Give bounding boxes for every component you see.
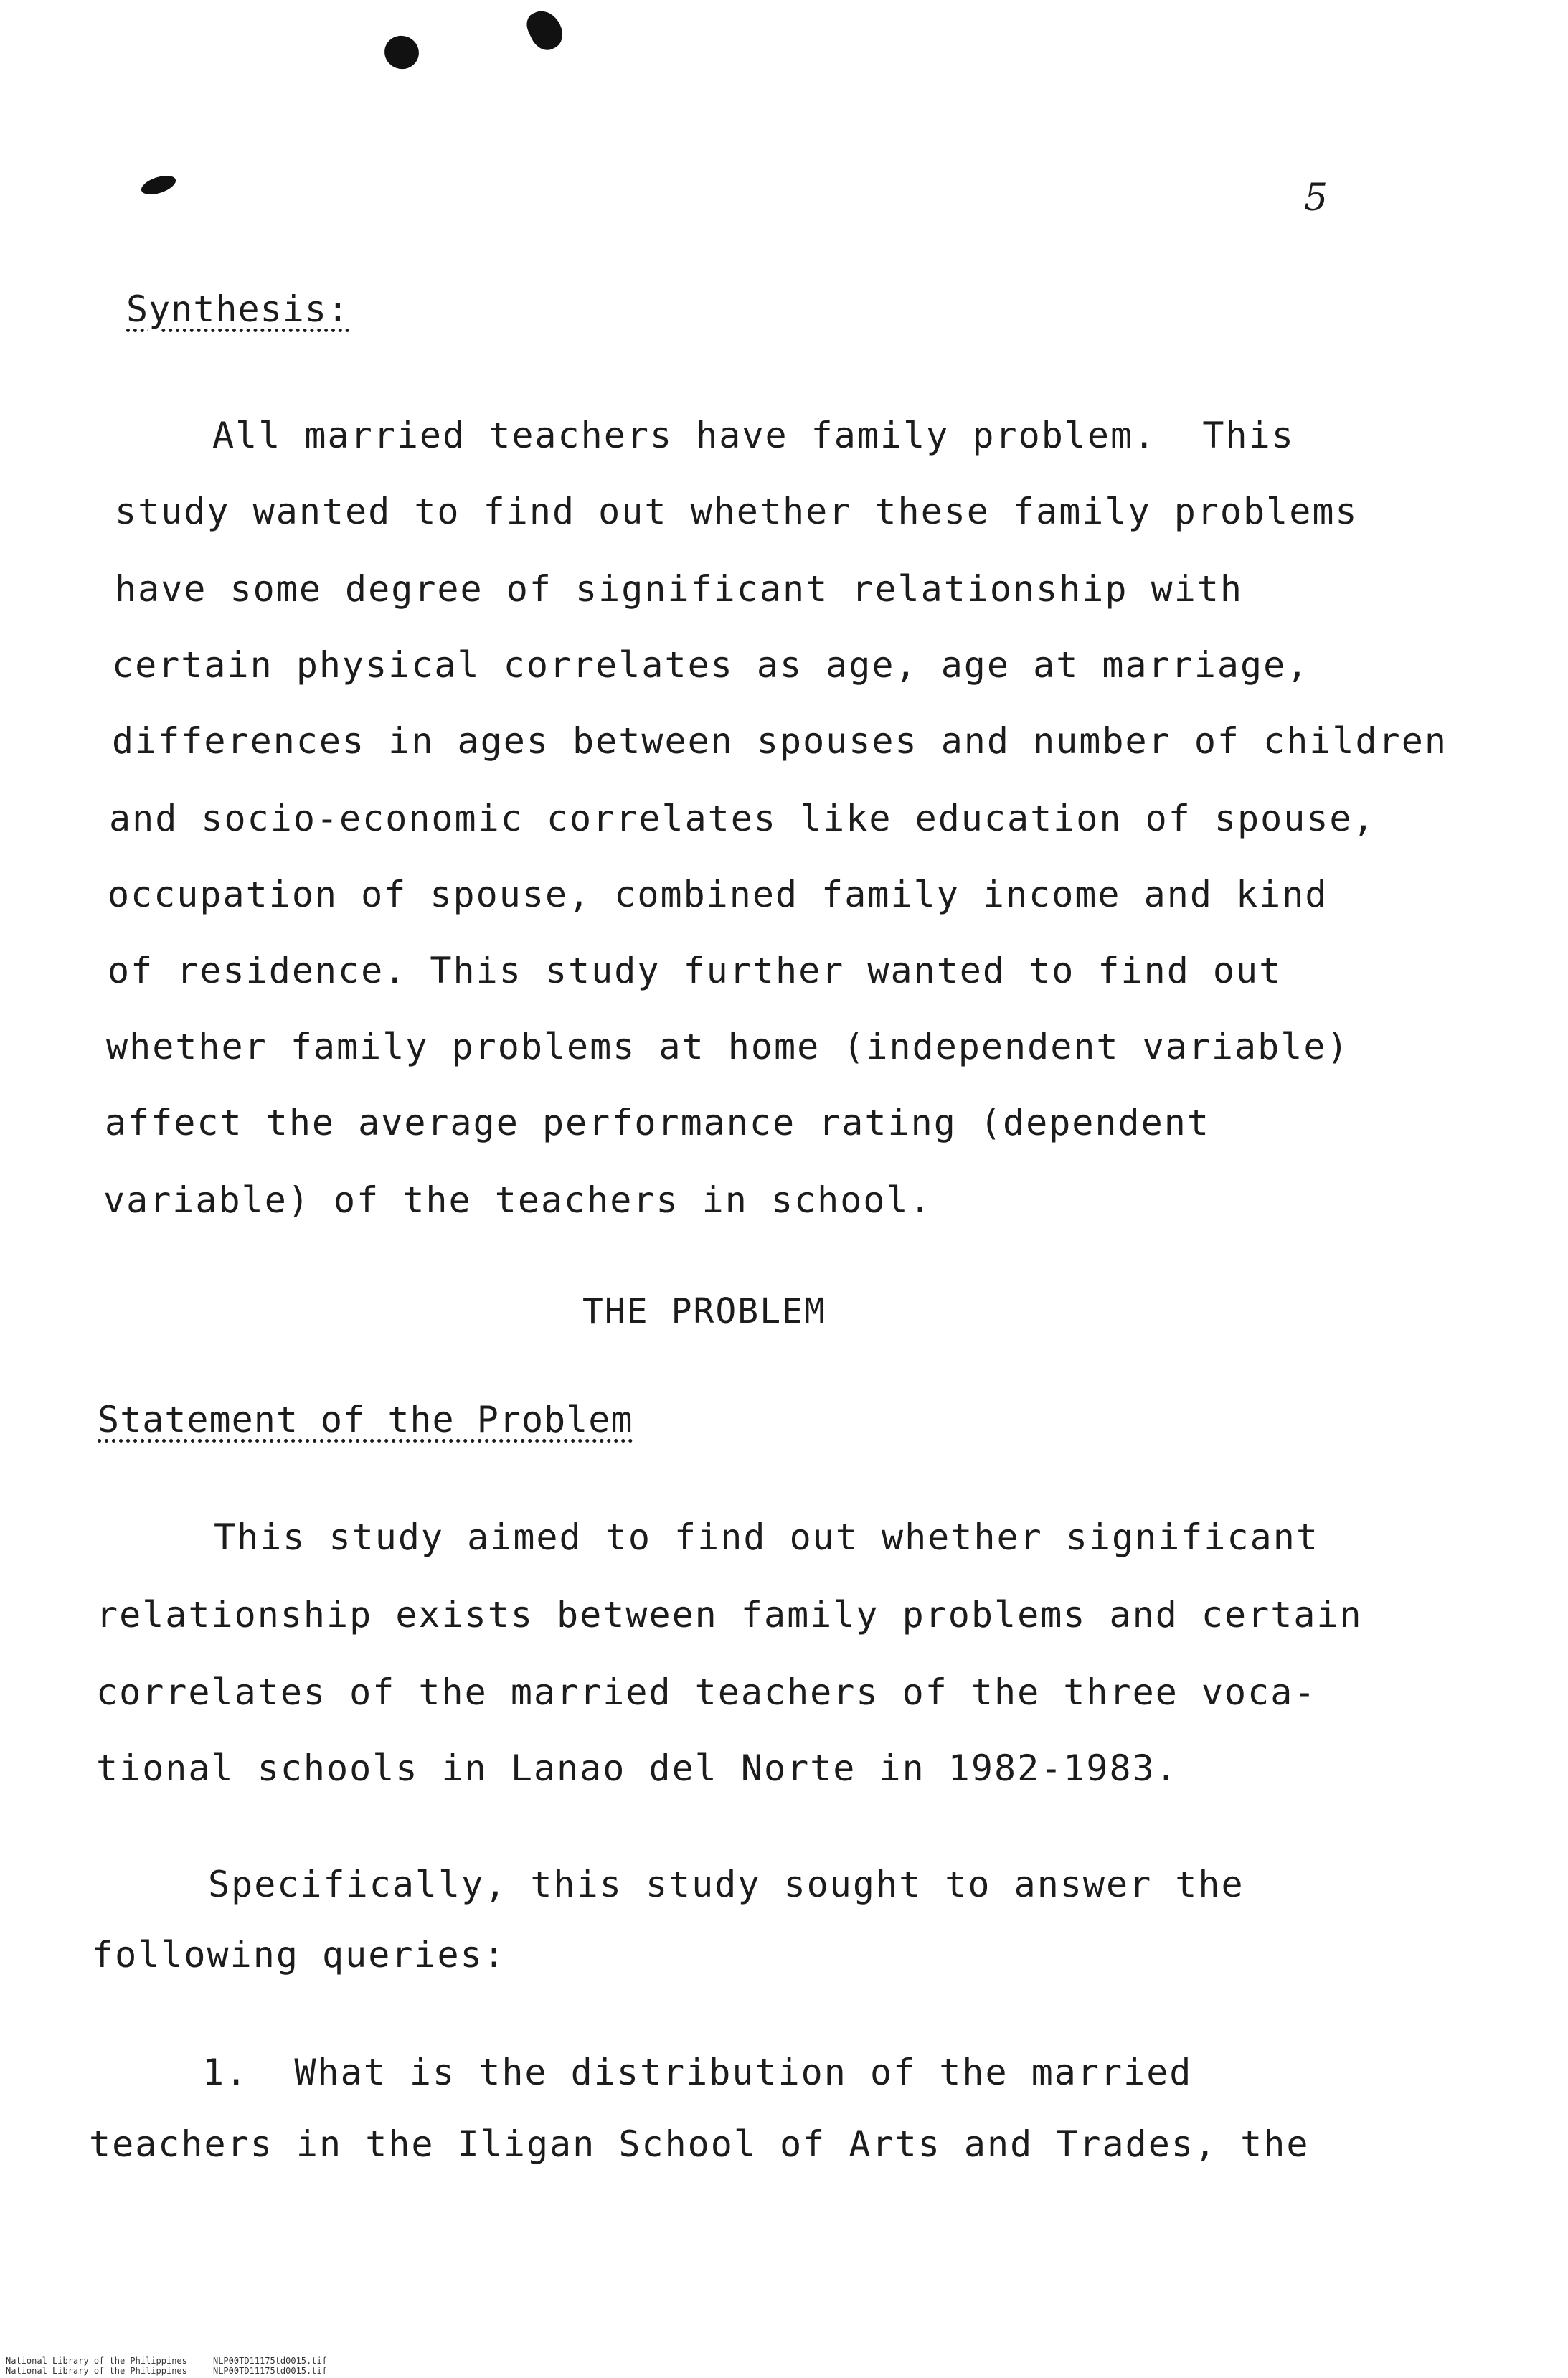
text-line: study wanted to find out whether these family problems xyxy=(115,491,1359,532)
text-line: Specifically, this study sought to answer the xyxy=(208,1864,1245,1905)
ink-smudge xyxy=(380,31,424,74)
text-line: of residence. This study further wanted to find out xyxy=(108,950,1283,991)
text-line: variable) of the teachers in school. xyxy=(103,1179,932,1221)
synthesis-heading: Synthesis: xyxy=(126,288,350,330)
text-line: correlates of the married teachers of the three voca- xyxy=(96,1671,1317,1713)
text-line: certain physical correlates as age, age at marriage, xyxy=(112,644,1310,686)
ink-smudge xyxy=(139,172,178,198)
scan-footer: National Library of the Philippines NLP00TD11175td0015.tif xyxy=(6,2366,327,2376)
text-line: and socio-economic correlates like education of spouse, xyxy=(109,798,1376,839)
list-item: 1. What is the distribution of the married xyxy=(202,2052,1193,2093)
page-number: 5 xyxy=(1304,176,1328,220)
text-line: teachers in the Iligan School of Arts and Trades, the xyxy=(89,2123,1310,2165)
section-title: THE PROBLEM xyxy=(582,1291,826,1331)
text-line: This study aimed to find out whether significant xyxy=(214,1516,1319,1558)
text-line: relationship exists between family problems and certain xyxy=(96,1594,1363,1636)
text-line: have some degree of significant relationship with xyxy=(115,568,1244,610)
text-line: tional schools in Lanao del Norte in 1982-1983. xyxy=(96,1747,1179,1789)
ink-smudge xyxy=(522,5,568,55)
text-line: affect the average performance rating (dependent xyxy=(105,1102,1210,1143)
text-line: occupation of spouse, combined family income and kind xyxy=(108,874,1328,915)
text-line: differences in ages between spouses and number of children xyxy=(112,720,1447,762)
text-line: All married teachers have family problem. This xyxy=(212,415,1295,456)
text-line: whether family problems at home (independent variable) xyxy=(106,1026,1350,1067)
text-line: following queries: xyxy=(92,1934,506,1976)
statement-heading: Statement of the Problem xyxy=(98,1399,633,1440)
scan-footer: National Library of the Philippines NLP00TD11175td0015.tif xyxy=(6,2356,327,2366)
